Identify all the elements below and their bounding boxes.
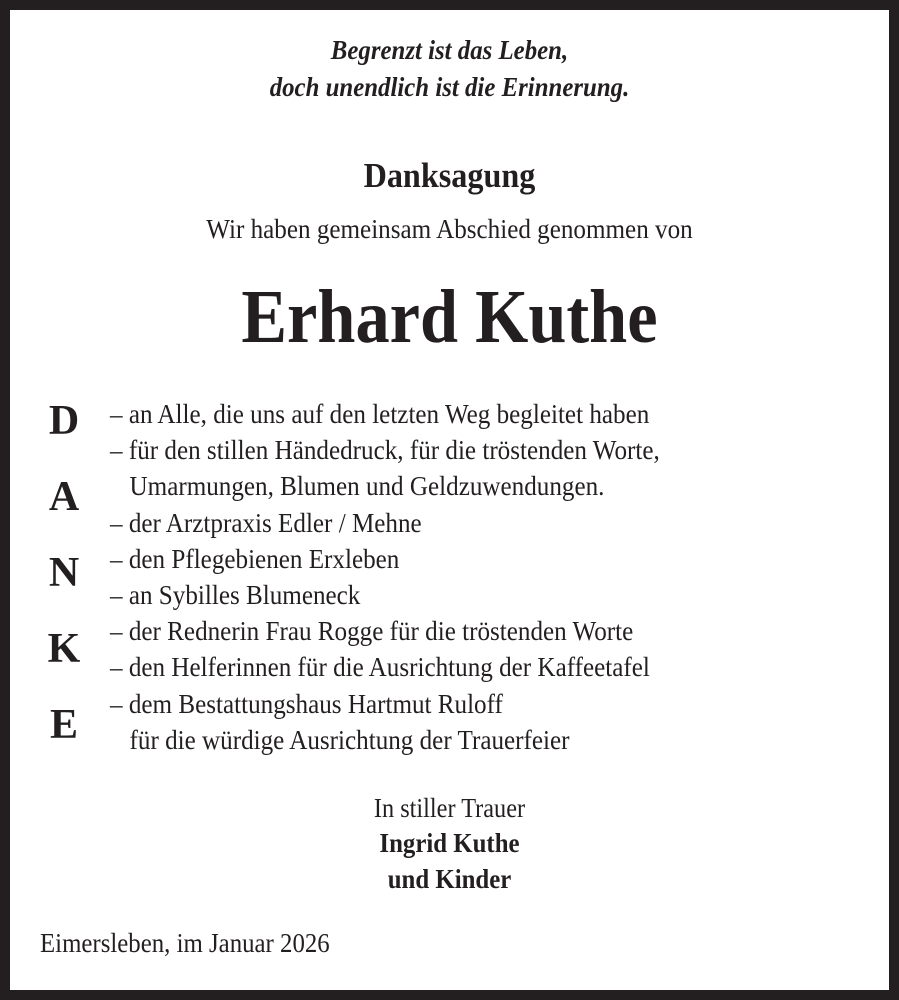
thanks-list	[110, 396, 701, 758]
place-date: Eimersleben, im Januar 2026	[40, 928, 330, 958]
thanks-item: – der Arztpraxis Edler / Mehne	[110, 507, 422, 538]
thanks-item: – den Helferinnen für die Ausrichtung der Kaffeetafel	[110, 652, 650, 683]
danke-letter-e: E	[49, 702, 78, 748]
signature-intro: In stiller Trauer	[373, 793, 526, 823]
danke-letter-a: A	[48, 474, 80, 520]
thanks-item: – an Sybilles Blumeneck	[110, 580, 361, 611]
thanks-item: – den Pflegebienen Erxleben	[110, 543, 400, 574]
thanks-item-continuation: für die würdige Ausrichtung der Trauerfeier	[129, 724, 570, 755]
thanks-item-continuation: Umarmungen, Blumen und Geldzuwendungen.	[129, 471, 605, 502]
danke-letter-k: K	[47, 626, 81, 672]
danke-letter-n: N	[48, 550, 80, 596]
notice-title: Danksagung	[363, 156, 536, 195]
thanks-item: – dem Bestattungshaus Hartmut Ruloff	[110, 688, 503, 719]
thanks-item: – für den stillen Händedruck, für die tröstenden Worte,	[110, 435, 660, 466]
signature-family: und Kinder	[387, 864, 512, 894]
obituary-notice	[10, 10, 889, 990]
motto	[45, 32, 854, 106]
signature-name: Ingrid Kuthe	[379, 828, 520, 858]
thanks-item: – der Rednerin Frau Rogge für die tröstenden Worte	[110, 616, 634, 647]
motto-line-2: doch unendlich ist die Erinnerung.	[269, 72, 630, 102]
danke-letter-d: D	[48, 398, 80, 444]
thanks-item: – an Alle, die uns auf den letzten Weg begleitet haben	[110, 399, 650, 429]
deceased-name: Erhard Kuthe	[241, 275, 658, 359]
intro-text: Wir haben gemeinsam Abschied genommen von	[206, 214, 693, 244]
motto-line-1: Begrenzt ist das Leben,	[330, 35, 569, 65]
